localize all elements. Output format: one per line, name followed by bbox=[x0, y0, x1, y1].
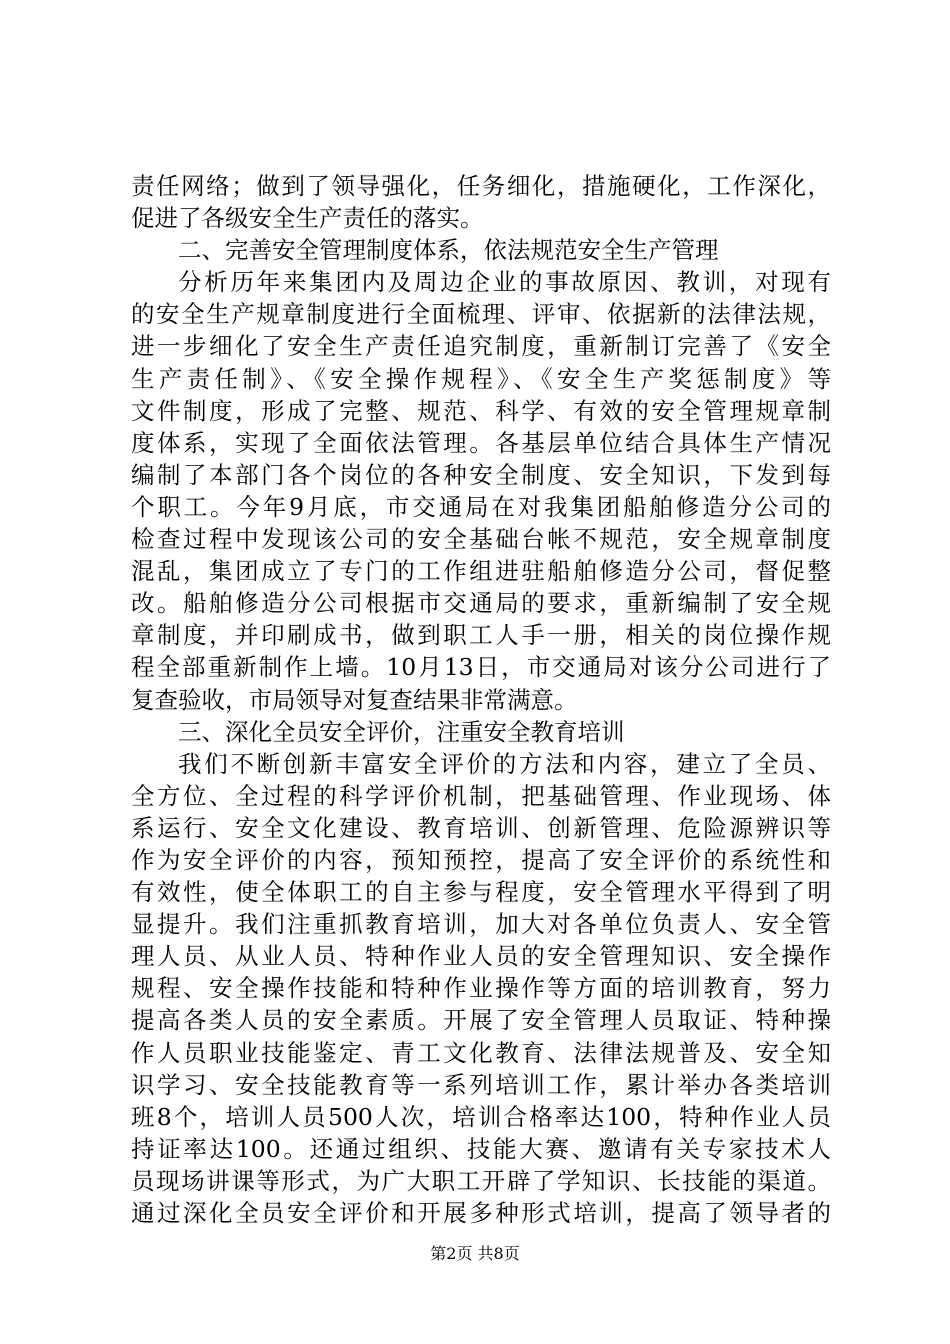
text-line: 编制了本部门各个岗位的各种安全制度、安全知识，下发到每 bbox=[131, 460, 831, 489]
text-line: 员现场讲课等形式，为广大职工开辟了学知识、长技能的渠道。 bbox=[131, 1166, 831, 1195]
text-line: 个职工。今年9月底，市交通局在对我集团船舶修造分公司的 bbox=[131, 492, 831, 521]
text-line: 显提升。我们注重抓教育培训，加大对各单位负责人、安全管 bbox=[131, 910, 831, 939]
text-line: 促进了各级安全生产责任的落实。 bbox=[131, 204, 484, 233]
text-line: 有效性，使全体职工的自主参与程度，安全管理水平得到了明 bbox=[131, 878, 831, 907]
text-line: 作为安全评价的内容，预知预控，提高了安全评价的系统性和 bbox=[131, 845, 831, 874]
text-line: 程全部重新制作上墙。10月13日，市交通局对该分公司进行了 bbox=[131, 653, 831, 682]
text-line: 责任网络；做到了领导强化，任务细化，措施硬化，工作深化， bbox=[131, 172, 831, 200]
text-line: 复查验收，市局领导对复查结果非常满意。 bbox=[131, 685, 578, 714]
paragraph-2 bbox=[131, 266, 831, 715]
text-line: 理人员、从业人员、特种作业人员的安全管理知识、安全操作 bbox=[131, 942, 831, 971]
text-line: 通过深化全员安全评价和开展多种形式培训，提高了领导者的 bbox=[131, 1199, 831, 1227]
text-line: 分析历年来集团内及周边企业的事故原因、教训，对现有 bbox=[178, 268, 831, 297]
text-line: 规程、安全操作技能和特种作业操作等方面的培训教育，努力 bbox=[131, 974, 831, 1003]
paragraph-1 bbox=[131, 170, 831, 234]
text-line: 全方位、全过程的科学评价机制，把基础管理、作业现场、体 bbox=[131, 781, 831, 810]
text-line: 文件制度，形成了完整、规范、科学、有效的安全管理规章制 bbox=[131, 396, 831, 425]
section-heading-3: 三、深化全员安全评价，注重安全教育培训 bbox=[178, 717, 625, 746]
text-line: 生产责任制》、《安全操作规程》、《安全生产奖惩制度》等 bbox=[131, 364, 831, 393]
section-heading-2: 二、完善安全管理制度体系，依法规范安全生产管理 bbox=[178, 236, 719, 265]
text-line: 章制度，并印刷成书，做到职工人手一册，相关的岗位操作规 bbox=[131, 621, 831, 650]
text-line: 度体系，实现了全面依法管理。各基层单位结合具体生产情况 bbox=[131, 428, 831, 457]
text-line: 检查过程中发现该公司的安全基础台帐不规范，安全规章制度 bbox=[131, 525, 831, 554]
text-line: 提高各类人员的安全素质。开展了安全管理人员取证、特种操 bbox=[131, 1006, 831, 1035]
text-line: 的安全生产规章制度进行全面梳理、评审、依据新的法律法规， bbox=[131, 300, 831, 329]
text-line: 持证率达100。还通过组织、技能大赛、邀请有关专家技术人 bbox=[131, 1134, 831, 1163]
text-line: 系运行、安全文化建设、教育培训、创新管理、危险源辨识等 bbox=[131, 813, 831, 842]
text-line: 进一步细化了安全生产责任追究制度，重新制订完善了《安全 bbox=[131, 332, 831, 361]
page-number-footer: 第2页 共8页 bbox=[430, 1244, 520, 1263]
text-line: 混乱，集团成立了专门的工作组进驻船舶修造分公司，督促整 bbox=[131, 557, 831, 586]
text-line: 识学习、安全技能教育等一系列培训工作，累计举办各类培训 bbox=[131, 1070, 831, 1099]
paragraph-3 bbox=[131, 748, 831, 1229]
text-line: 班8个，培训人员500人次，培训合格率达100，特种作业人员 bbox=[131, 1102, 831, 1131]
document-body bbox=[131, 170, 831, 1229]
text-line: 作人员职业技能鉴定、青工文化教育、法律法规普及、安全知 bbox=[131, 1038, 831, 1067]
text-line: 我们不断创新丰富安全评价的方法和内容，建立了全员、 bbox=[178, 749, 831, 778]
text-line: 改。船舶修造分公司根据市交通局的要求，重新编制了安全规 bbox=[131, 589, 831, 618]
